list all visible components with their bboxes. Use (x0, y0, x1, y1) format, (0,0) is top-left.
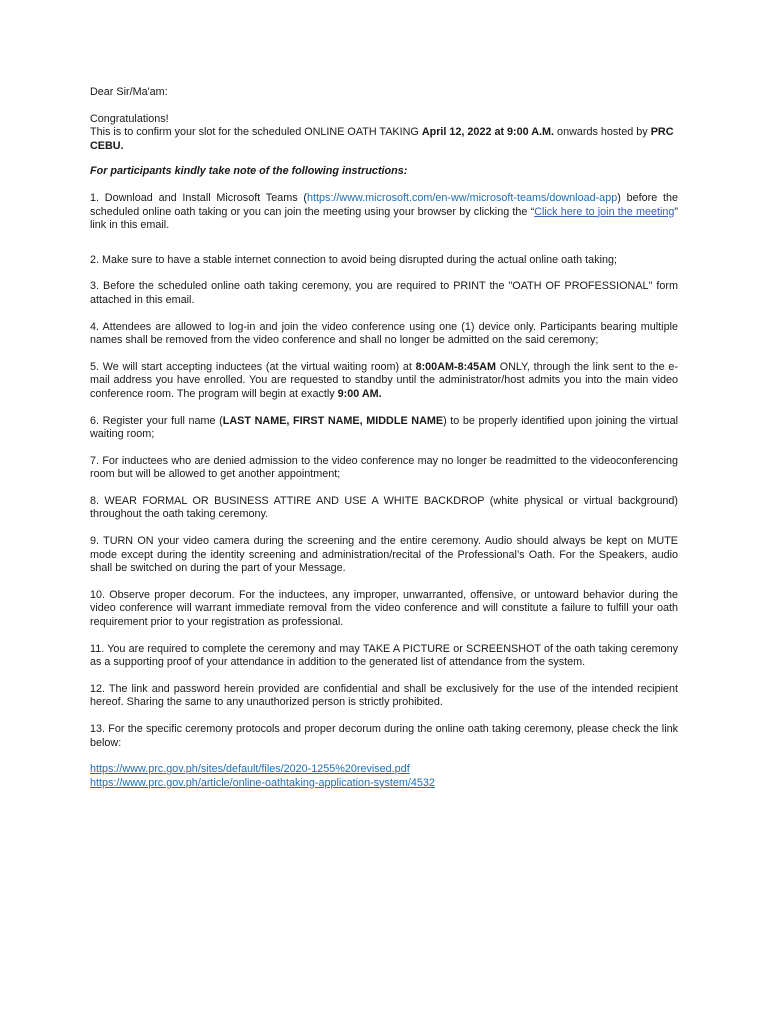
instruction-item-1 (90, 192, 678, 233)
instruction-item-9: 9. TURN ON your video camera during the screening and the entire ceremony. Audio should always be kept on MUTE mode except during the identity screening and administration/recital of the Professional’s Oath. For the Speakers, audio shall be switched on during the part of your Message. (90, 535, 678, 575)
intro-text-mid: onwards hosted by (554, 126, 651, 139)
waiting-room-time: 8:00AM-8:45AM (415, 360, 496, 373)
instruction-text: 5. We will start accepting inductees (at the virtual waiting room) at (90, 360, 416, 373)
reference-links (90, 763, 678, 790)
instruction-item-6 (90, 415, 678, 442)
name-format: LAST NAME, FIRST NAME, MIDDLE NAME (222, 414, 444, 427)
congratulations-line: Congratulations! (90, 112, 169, 125)
instruction-item-3: 3. Before the scheduled online oath taking ceremony, you are required to PRINT the "OATH OF PROFESSIONAL" form attached in this email. (90, 280, 678, 306)
instruction-text: 6. Register your full name ( (90, 414, 223, 427)
salutation: Dear Sir/Ma'am: (90, 86, 168, 98)
instruction-text: ONLY, through the link sent to the e-mail address you have enrolled. You are requested to standby until the administrator/host admits you into the main video conference room. The program will begin at exactly (90, 360, 678, 400)
instruction-text: 1. Download and Install Microsoft Teams ( (90, 191, 307, 204)
prc-guidelines-pdf-link[interactable]: https://www.prc.gov.ph/sites/default/files/2020-1255%20revised.pdf (90, 763, 410, 776)
prc-oathtaking-article-link[interactable]: https://www.prc.gov.ph/article/online-oathtaking-application-system/4532 (90, 776, 435, 789)
intro-text: This is to confirm your slot for the scheduled ONLINE OATH TAKING (90, 126, 422, 139)
instruction-text: ) before the scheduled online oath taking or you can join the meeting using your browser by clicking the “ (90, 191, 679, 218)
instruction-text: ) to be properly identified upon joining the virtual waiting room; (90, 414, 678, 441)
instruction-item-11: 11. You are required to complete the ceremony and may TAKE A PICTURE or SCREENSHOT of the oath taking ceremony as a supporting proof of your attendance in addition to the generated list of attendance from the system. (90, 642, 678, 669)
program-start-time: 9:00 AM. (337, 387, 382, 400)
teams-download-link[interactable]: https://www.microsoft.com/en-ww/microsoft-teams/download-app (306, 191, 618, 204)
instruction-item-5 (90, 361, 678, 402)
instruction-item-12: 12. The link and password herein provided are confidential and shall be exclusively for the use of the intended recipient hereof. Sharing the same to any unauthorized person is strictly prohibited. (90, 682, 678, 709)
intro-paragraph (90, 126, 678, 153)
instruction-item-4: 4. Attendees are allowed to log-in and join the video conference using one (1) device only. Participants bearing multiple names shall be removed from the video conference and shall no longer be admitted on the said ceremony; (90, 320, 678, 347)
instruction-item-7: 7. For inductees who are denied admission to the video conference may no longer be readmitted to the videoconferencing room but will be allowed to get another appointment; (90, 454, 678, 481)
oath-date: April 12, 2022 at 9:00 A.M. (421, 126, 555, 139)
letter-body (90, 86, 678, 790)
instruction-text: ” link in this email. (90, 205, 678, 232)
instruction-item-2: 2. Make sure to have a stable internet connection to avoid being disrupted during the actual online oath taking; (90, 253, 617, 266)
instruction-item-8: 8. WEAR FORMAL OR BUSINESS ATTIRE AND USE A WHITE BACKDROP (white physical or virtual background) throughout the oath taking ceremony. (90, 494, 678, 521)
instructions-heading: For participants kindly take note of the following instructions: (90, 165, 408, 178)
instruction-item-10: 10. Observe proper decorum. For the inductees, any improper, unwarranted, offensive, or untoward behavior during the video conference will warrant immediate removal from the video conference and will constitute a failure to fulfill your oath requirement prior to your registration as professional. (90, 588, 678, 629)
host-name: PRC CEBU. (90, 126, 674, 152)
join-meeting-link[interactable]: Click here to join the meeting (534, 205, 675, 218)
instruction-item-13: 13. For the specific ceremony protocols and proper decorum during the online oath taking ceremony, please check the link below: (90, 723, 678, 749)
